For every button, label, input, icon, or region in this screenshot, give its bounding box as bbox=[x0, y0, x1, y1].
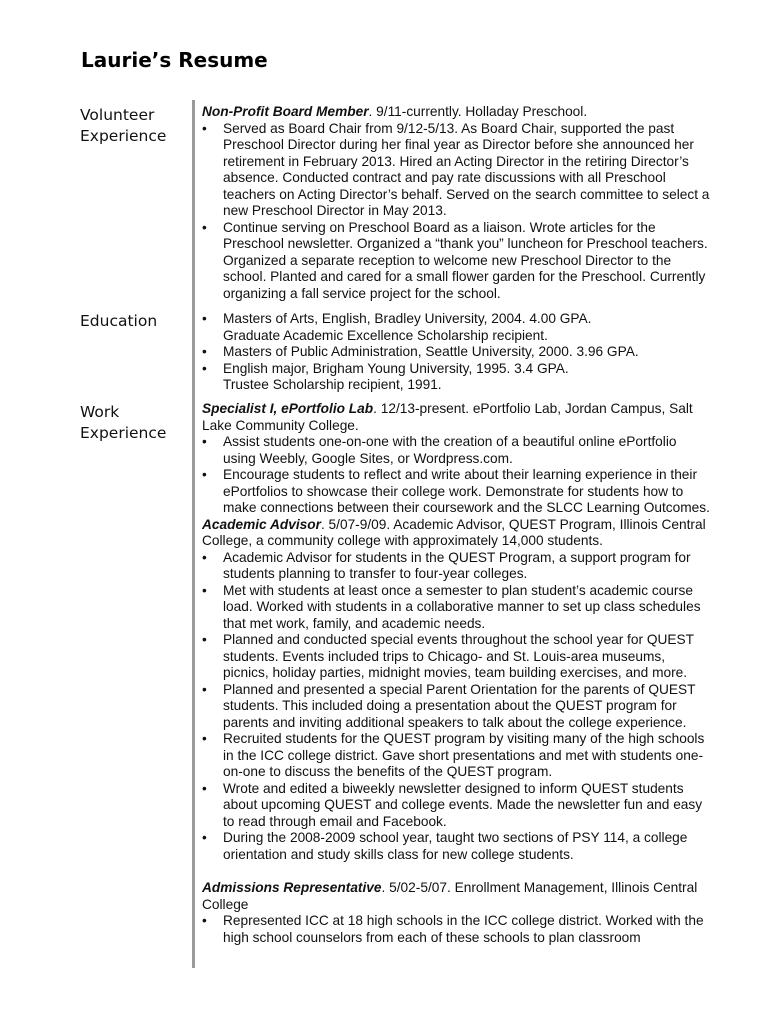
education-content bbox=[202, 311, 712, 394]
section-label-line: Work bbox=[80, 403, 120, 421]
entry-heading bbox=[202, 880, 712, 913]
list-item: • Encourage students to reflect and write about their learning experience in their ePortfolios to showcase their college work. Demonstrate for students how to make connections between their coursework and the SLCC Learning Outcomes. bbox=[202, 467, 712, 517]
role-title: Admissions Representative bbox=[202, 880, 382, 895]
bullet-list bbox=[202, 913, 712, 946]
section-label-line: Education bbox=[80, 312, 158, 330]
entry-heading bbox=[202, 104, 712, 121]
list-item: • Met with students at least once a semester to plan student’s academic course load. Worked with students in a collaborative manner to set up class schedules that met work, family, and academic needs. bbox=[202, 583, 712, 633]
role-title: Non-Profit Board Member bbox=[202, 104, 369, 119]
role-details: . 5/07-9/09. Academic Advisor, QUEST Program, Illinois Central College, a community college with approximately 14,000 students. bbox=[202, 516, 706, 548]
role-details: . 12/13-present. ePortfolio Lab, Jordan Campus, Salt Lake Community College. bbox=[202, 401, 693, 433]
bullet-list bbox=[202, 434, 712, 517]
bullet-list bbox=[202, 311, 712, 394]
list-item bbox=[202, 344, 712, 361]
role-details: . 9/11-currently. Holladay Preschool. bbox=[368, 104, 588, 119]
spacer bbox=[202, 863, 712, 880]
list-item: • Wrote and edited a biweekly newsletter designed to inform QUEST students about upcoming QUEST and college events. Made the newsletter fun and easy to read through email and Facebook. bbox=[202, 781, 712, 831]
degree-note: Graduate Academic Excellence Scholarship recipient. bbox=[223, 327, 548, 343]
list-item: • During the 2008-2009 school year, taught two sections of PSY 114, a college orientation and study skills class for new college students. bbox=[202, 830, 712, 863]
volunteer-content bbox=[202, 104, 712, 302]
list-item: • Planned and conducted special events throughout the school year for QUEST students. Events included trips to Chicago- and St. Louis-area museums, picnics, holiday parties, midnight movies, team building exercises, and more. bbox=[202, 632, 712, 682]
list-item: • Recruited students for the QUEST program by visiting many of the high schools in the ICC college district. Gave short presentations and met with students one-on-one to discuss the benefits of the QUEST program. bbox=[202, 731, 712, 781]
list-item: • Continue serving on Preschool Board as a liaison. Wrote articles for the Preschool newsletter. Organized a “thank you” luncheon for Preschool teachers. Organized a separate reception to welcome new Preschool Director to the school. Planted and cared for a small flower garden for the Preschool. Currently organizing a fall service project for the school. bbox=[202, 220, 712, 303]
degree-note: Trustee Scholarship recipient, 1991. bbox=[223, 377, 442, 392]
entry-heading bbox=[202, 517, 712, 550]
degree-text: • Masters of Arts, English, Bradley University, 2004. 4.00 GPA. bbox=[223, 311, 592, 326]
section-label-line: Volunteer bbox=[80, 106, 155, 124]
section-label-line: Experience bbox=[80, 127, 167, 145]
entry-heading bbox=[202, 401, 712, 434]
list-item: • Assist students one-on-one with the creation of a beautiful online ePortfolio using Weebly, Google Sites, or Wordpress.com. bbox=[202, 434, 712, 467]
work-content bbox=[202, 401, 712, 946]
list-item: • Represented ICC at 18 high schools in the ICC college district. Worked with the high school counselors from each of these schools to plan classroom bbox=[202, 913, 712, 946]
list-item: • Academic Advisor for students in the QUEST Program, a support program for students planning to transfer to four-year colleges. bbox=[202, 550, 712, 583]
section-label-volunteer bbox=[80, 105, 166, 147]
degree-text: • Masters of Public Administration, Seattle University, 2000. 3.96 GPA. bbox=[223, 344, 639, 359]
bullet-list bbox=[202, 550, 712, 864]
role-title: Specialist I, ePortfolio Lab bbox=[202, 401, 374, 416]
role-title: Academic Advisor bbox=[202, 516, 321, 532]
role-details: . 5/02-5/07. Enrollment Management, Illinois Central College bbox=[202, 880, 698, 912]
section-label-work bbox=[80, 402, 166, 444]
degree-text: • English major, Brigham Young University, 1995. 3.4 GPA. bbox=[223, 360, 569, 376]
list-item: • Served as Board Chair from 9/12-5/13. As Board Chair, supported the past Preschool Director during her final year as Director before she announced her retirement in February 2013. Hired an Acting Director in the retiring Director’s absence. Conducted contract and pay rate discussions with all Preschool teachers on Acting Director’s behalf. Served on the search committee to select a new Preschool Director in May 2013. bbox=[202, 121, 712, 220]
section-label-line: Experience bbox=[80, 424, 167, 442]
bullet-list bbox=[202, 121, 712, 303]
section-divider-line bbox=[192, 100, 195, 968]
section-label-education bbox=[80, 311, 157, 332]
list-item bbox=[202, 361, 712, 394]
list-item: • Planned and presented a special Parent Orientation for the parents of QUEST students. This included doing a presentation about the QUEST program for parents and inviting additional speakers to talk about the college experience. bbox=[202, 682, 712, 732]
page-title: Laurie’s Resume bbox=[81, 48, 268, 72]
list-item bbox=[202, 311, 712, 344]
